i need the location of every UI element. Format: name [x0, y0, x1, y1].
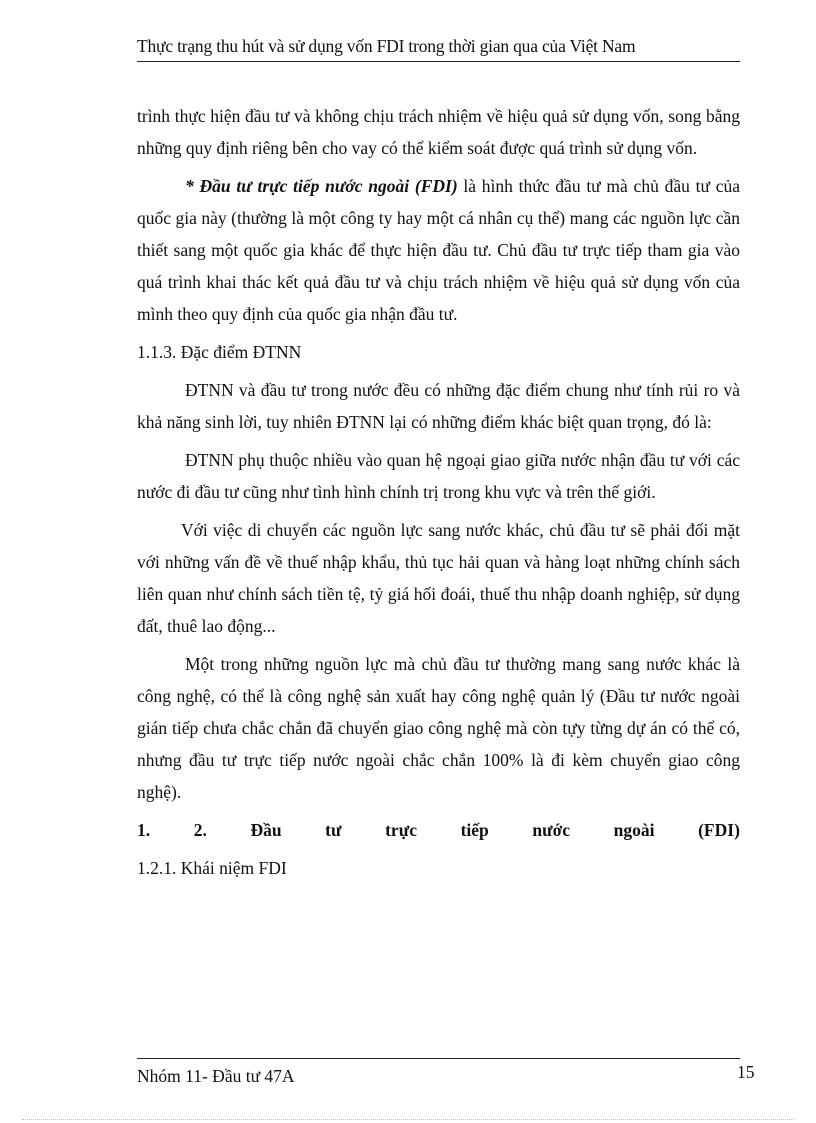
page-header [137, 36, 740, 62]
paragraph-fdi-definition [137, 170, 740, 330]
heading-word: 1. [137, 820, 151, 840]
heading-word: Đầu [250, 820, 282, 840]
heading-word: (FDI) [698, 820, 740, 840]
header-title: Thực trạng thu hút và sử dụng vốn FDI trong thời gian qua của Việt Nam [137, 36, 636, 56]
section-heading-1-1-3: 1.1.3. Đặc điểm ĐTNN [137, 342, 302, 362]
section-heading-1-2 [137, 814, 740, 846]
paragraph-dtnn-technology: Một trong những nguồn lực mà chủ đầu tư thường mang sang nước khác là công nghệ, có thể là công nghệ sản xuất hay công nghệ quản lý (Đầu tư nước ngoài gián tiếp chưa chắc chắn đã chuyển giao công nghệ mà còn tựy từng dự án có thể có, nhưng đầu tư trực tiếp nước ngoài chắc chắn 100% là đi kèm chuyển giao công nghệ). [137, 654, 740, 802]
heading-word: trực [385, 820, 417, 840]
footer-divider [137, 1058, 740, 1059]
document-body [137, 100, 740, 884]
page-edge-divider [22, 1119, 794, 1120]
section-heading-1-2-1: 1.2.1. Khái niệm FDI [137, 858, 287, 878]
heading-word: tư [325, 820, 342, 840]
paragraph-continuation: trình thực hiện đầu tư và không chịu trách nhiệm về hiệu quả sử dụng vốn, song bằng những quy định riêng bên cho vay có thể kiểm soát được quá trình sử dụng vốn. [137, 106, 740, 158]
paragraph-dtnn-intro: ĐTNN và đầu tư trong nước đều có những đặc điểm chung như tính rủi ro và khả năng sinh lời, tuy nhiên ĐTNN lại có những điểm khác biệt quan trọng, đó là: [137, 380, 740, 432]
fdi-definition-lead: * Đầu tư trực tiếp nước ngoài (FDI) [185, 176, 458, 196]
footer-group: Nhóm 11- Đầu tư 47A [137, 1066, 295, 1086]
page-number: 15 [737, 1062, 755, 1082]
paragraph-dtnn-policies: Với việc di chuyển các nguồn lực sang nước khác, chủ đầu tư sẽ phải đối mặt với những vấn đề về thuế nhập khẩu, thủ tục hải quan và hàng loạt những chính sách liên quan như chính sách tiền tệ, tỷ giá hối đoái, thuế thu nhập doanh nghiệp, sử dụng đất, thuê lao động... [137, 520, 740, 636]
heading-word: nước [532, 820, 571, 840]
heading-word: tiếp [460, 820, 489, 840]
paragraph-dtnn-diplomacy: ĐTNN phụ thuộc nhiều vào quan hệ ngoại giao giữa nước nhận đầu tư với các nước đi đầu tư cũng như tình hình chính trị trong khu vực và trên thế giới. [137, 450, 740, 502]
heading-word: ngoài [613, 820, 655, 840]
fdi-definition-text: là hình thức đầu tư mà chủ đầu tư của quốc gia này (thường là một công ty hay một cá nhân cụ thể) mang các nguồn lực cần thiết sang một quốc gia khác để thực hiện đầu tư. Chủ đầu tư trực tiếp tham gia vào quá trình khai thác kết quả đầu tư và chịu trách nhiệm về hiệu quả sử dụng vốn của mình theo quy định của quốc gia nhận đầu tư. [137, 176, 740, 324]
heading-word: 2. [193, 820, 207, 840]
